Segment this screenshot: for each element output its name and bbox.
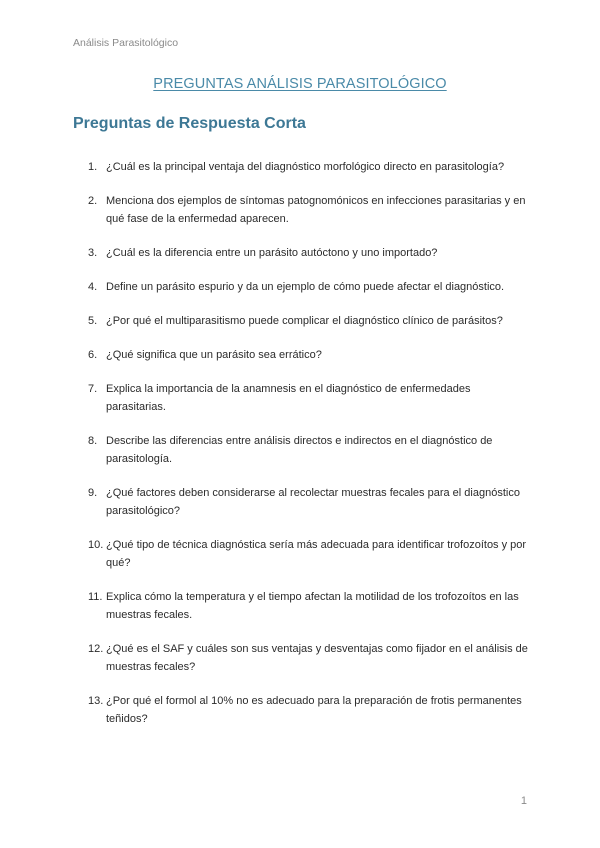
question-text: ¿Por qué el formol al 10% no es adecuado para la preparación de frotis permanentes teñidos? <box>106 695 522 725</box>
question-text: ¿Cuál es la diferencia entre un parásito autóctono y uno importado? <box>106 247 438 259</box>
question-text: ¿Por qué el multiparasitismo puede complicar el diagnóstico clínico de parásitos? <box>106 315 503 327</box>
question-item-8 <box>88 432 528 468</box>
section-heading: Preguntas de Respuesta Corta <box>73 115 306 132</box>
question-number: 11. <box>88 591 103 603</box>
question-number: 2. <box>88 195 98 207</box>
question-item-1 <box>88 158 528 176</box>
question-item-6 <box>88 346 528 364</box>
question-item-11 <box>88 588 528 624</box>
question-number: 9. <box>88 487 98 499</box>
question-item-3 <box>88 244 528 262</box>
question-item-5 <box>88 312 528 330</box>
question-text: ¿Qué tipo de técnica diagnóstica sería más adecuada para identificar trofozoítos y por qué? <box>106 539 527 569</box>
question-text: Menciona dos ejemplos de síntomas patognomónicos en infecciones parasitarias y en qué fase de la enfermedad aparecen. <box>106 195 526 225</box>
question-number: 3. <box>88 247 98 259</box>
document-title: PREGUNTAS ANÁLISIS PARASITOLÓGICO <box>153 76 447 92</box>
question-text: Explica cómo la temperatura y el tiempo afectan la motilidad de los trofozoítos en las muestras fecales. <box>106 591 519 621</box>
question-item-4 <box>88 278 528 296</box>
question-number: 4. <box>88 281 98 293</box>
question-text: Define un parásito espurio y da un ejemplo de cómo puede afectar el diagnóstico. <box>106 281 505 293</box>
question-number: 7. <box>88 383 98 395</box>
question-item-2 <box>88 192 528 228</box>
question-number: 5. <box>88 315 98 327</box>
question-item-7 <box>88 380 528 416</box>
question-text: Explica la importancia de la anamnesis en el diagnóstico de enfermedades parasitarias. <box>106 383 471 413</box>
question-number: 6. <box>88 349 98 361</box>
question-text: ¿Qué significa que un parásito sea errático? <box>106 349 322 361</box>
question-item-9 <box>88 484 528 520</box>
question-list <box>88 158 528 744</box>
question-item-13 <box>88 692 528 728</box>
running-header: Análisis Parasitológico <box>73 37 179 49</box>
question-number: 13. <box>88 695 104 707</box>
question-text: ¿Qué es el SAF y cuáles son sus ventajas y desventajas como fijador en el análisis de muestras fecales? <box>106 643 528 673</box>
question-number: 8. <box>88 435 98 447</box>
question-item-10 <box>88 536 528 572</box>
question-text: Describe las diferencias entre análisis directos e indirectos en el diagnóstico de parasitología. <box>106 435 493 465</box>
question-item-12 <box>88 640 528 676</box>
question-number: 1. <box>88 161 98 173</box>
question-number: 12. <box>88 643 104 655</box>
page-number: 1 <box>520 795 527 807</box>
question-text: ¿Qué factores deben considerarse al recolectar muestras fecales para el diagnóstico parasitológico? <box>106 487 520 517</box>
question-number: 10. <box>88 539 104 551</box>
question-text: ¿Cuál es la principal ventaja del diagnóstico morfológico directo en parasitología? <box>106 161 505 173</box>
